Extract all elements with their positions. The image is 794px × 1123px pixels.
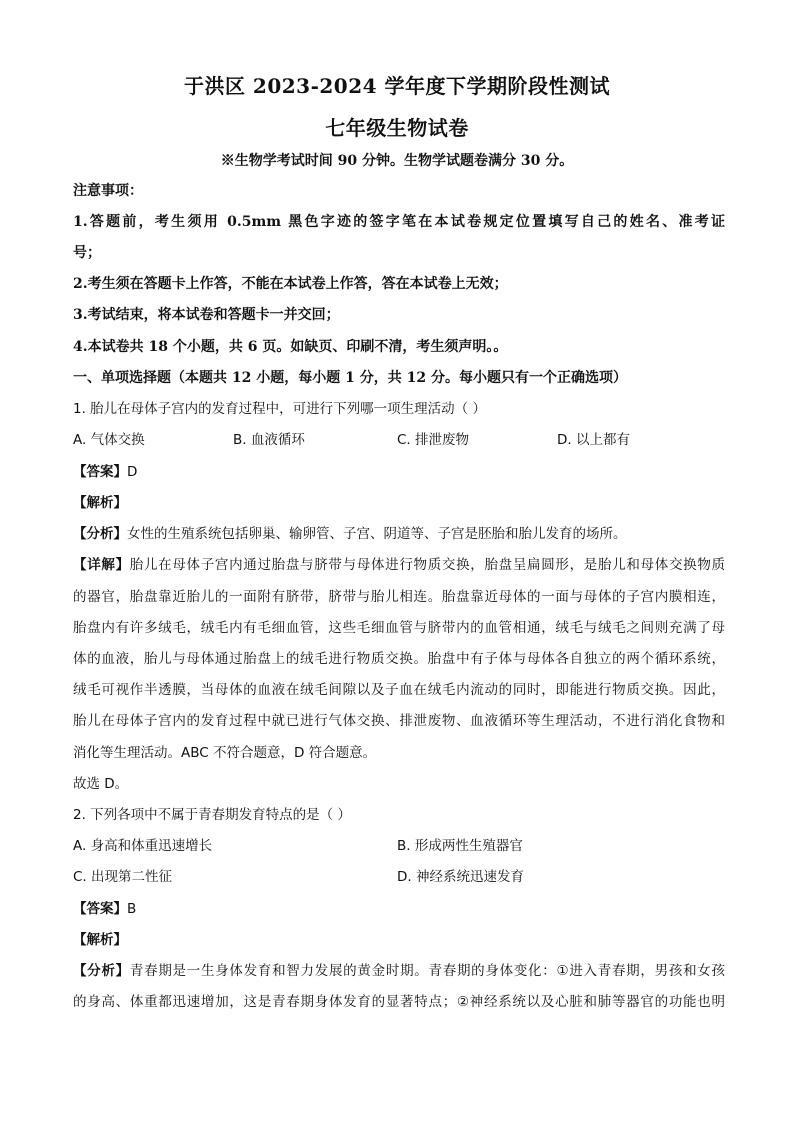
question-1-detail-line-2: 的器官，胎盘靠近胎儿的一面附有脐带，脐带与胎儿相连。胎盘靠近母体的一面与母体的子宫内膜相连， — [73, 589, 725, 605]
instruction-item-1-line-2: 号； — [73, 245, 101, 261]
question-1-analysis-heading — [73, 492, 725, 514]
fenxi-tag: 【分析】 — [73, 963, 130, 979]
question-2-analysis-heading — [73, 929, 725, 951]
question-1-fenxi — [73, 523, 725, 545]
fenxi-text: 女性的生殖系统包括卵巢、输卵管、子宫、阴道等、子宫是胚胎和胎儿发育的场所。 — [127, 526, 627, 542]
question-1-option-a: A. 气体交换 — [73, 432, 145, 448]
question-1-detail-line-7: 消化等生理活动。ABC 不符合题意，D 符合题意。 — [73, 745, 377, 761]
question-1-option-b: B. 血液循环 — [233, 432, 305, 448]
section-1-heading: 一、单项选择题（本题共 12 小题，每小题 1 分，共 12 分。每小题只有一个正确选项） — [73, 370, 627, 386]
question-2-option-c: C. 出现第二性征 — [73, 869, 173, 885]
question-1-detail-line-4: 体的血液，胎儿与母体通过胎盘上的绒毛进行物质交换。胎盘中有子体与母体各自独立的两个循环系统， — [73, 651, 725, 667]
question-1-conclusion: 故选 D。 — [73, 776, 129, 792]
question-1-detail-line-5: 绒毛可视作半透膜，当母体的血液在绒毛间隙以及子血在绒毛内流动的同时，即能进行物质交换。因此， — [73, 682, 725, 698]
answer-tag: 【答案】 — [73, 901, 127, 917]
question-1-option-c: C. 排泄废物 — [397, 432, 470, 448]
exam-time-note: ※生物学考试时间 90 分钟。生物学试题卷满分 30 分。 — [220, 153, 574, 169]
question-1-stem: 1. 胎儿在母体子宫内的发育过程中，可进行下列哪一项生理活动（ ） — [73, 401, 486, 417]
question-2-fenxi-line-2: 的身高、体重都迅速增加，这是青春期身体发育的显著特点；②神经系统以及心脏和肺等器官的功能也明 — [73, 994, 725, 1010]
instruction-item-1-line-1: 1.答题前，考生须用 0.5mm 黑色字迹的签字笔在本试卷规定位置填写自己的姓名、准考证 — [73, 214, 725, 230]
question-2-answer — [73, 898, 725, 920]
exam-title: 于洪区 2023-2024 学年度下学期阶段性测试 — [183, 74, 611, 98]
instruction-item-2: 2.考生须在答题卡上作答，不能在本试卷上作答，答在本试卷上无效； — [73, 276, 508, 292]
analysis-tag: 【解析】 — [73, 932, 127, 948]
instruction-item-3: 3.考试结束，将本试卷和答题卡一并交回； — [73, 307, 340, 323]
detail-text: 胎儿在母体子宫内通过胎盘与脐带与母体进行物质交换，胎盘呈扁圆形，是胎儿和母体交换物质 — [129, 557, 726, 573]
question-1-detail-line-3: 胎盘内有许多绒毛，绒毛内有毛细血管，这些毛细血管与脐带内的血管相通，绒毛与绒毛之间则充满了母 — [73, 620, 725, 636]
answer-value: B — [127, 901, 137, 917]
question-1-detail-line-1 — [73, 554, 725, 576]
answer-value: D — [127, 464, 138, 480]
instruction-item-4: 4.本试卷共 18 个小题，共 6 页。如缺页、印刷不清，考生须声明。。 — [73, 339, 508, 355]
detail-tag: 【详解】 — [73, 557, 130, 573]
fenxi-text: 青春期是一生身体发育和智力发展的黄金时期。青春期的身体变化：①进入青春期，男孩和女孩 — [129, 963, 726, 979]
question-2-fenxi-line-1 — [73, 960, 725, 982]
question-2-stem: 2. 下列各项中不属于青春期发育特点的是（ ） — [73, 807, 351, 823]
instructions-heading: 注意事项： — [73, 183, 143, 199]
question-1-detail-line-6: 胎儿在母体子宫内的发育过程中就已进行气体交换、排泄废物、血液循环等生理活动，不进行消化食物和 — [73, 713, 725, 729]
question-2-option-b: B. 形成两性生殖器官 — [397, 838, 523, 854]
question-2-option-d: D. 神经系统迅速发育 — [397, 869, 524, 885]
question-2-option-a: A. 身高和体重迅速增长 — [73, 838, 213, 854]
question-1-option-d: D. 以上都有 — [557, 432, 630, 448]
analysis-tag: 【解析】 — [73, 495, 127, 511]
answer-tag: 【答案】 — [73, 464, 127, 480]
exam-subtitle: 七年级生物试卷 — [325, 116, 469, 140]
question-1-answer — [73, 461, 725, 483]
fenxi-tag: 【分析】 — [73, 526, 127, 542]
